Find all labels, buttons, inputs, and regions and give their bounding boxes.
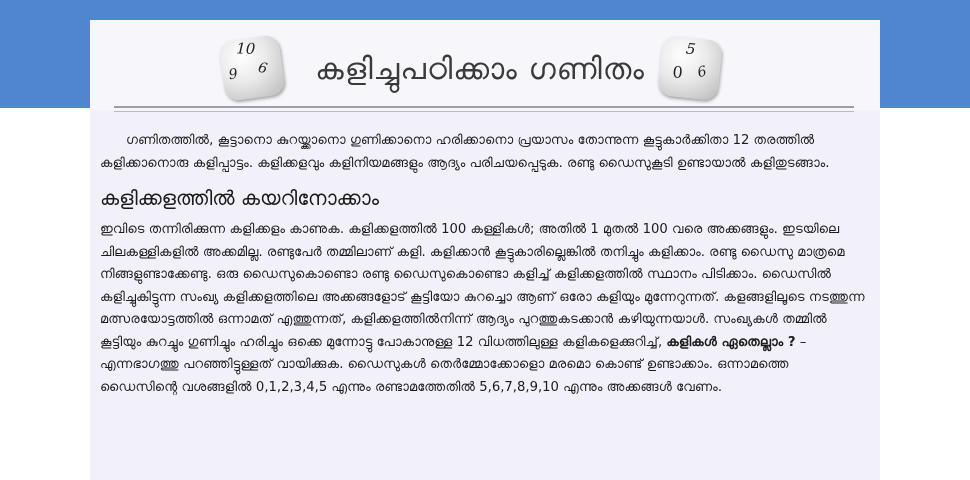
section-paragraph — [100, 219, 870, 399]
die-face-number: 9 — [227, 66, 239, 84]
page-title: കളിച്ചുപഠിക്കാം ഗണിതം — [315, 52, 645, 87]
section-bold-text: കളികൾ ഏതെല്ലാം ? — [666, 334, 796, 350]
die-face-number: 6 — [695, 63, 709, 82]
header-divider — [114, 106, 854, 108]
section-text: ഇവിടെ തന്നിരിക്കുന്ന കളിക്കളം കാണുക. കളിക്കളത്തിൽ 100 കള്ളികൾ; അതിൽ 1 മുതൽ 100 വരെ അക്കങ്ങളും. ഇടയിലെ ചിലകള്ളികളിൽ അക്കമില്ല. രണ്ടുപേർ തമ്മിലാണ് കളി. കളിക്കാൻ കൂട്ടുകാരില്ലെങ്കിൽ തനിച്ചും കളിക്കാം. രണ്ടു ഡൈസു മാത്രമെ നിങ്ങളുണ്ടാക്കേണ്ടു. ഒരു ഡൈസുകൊണ്ടൊ രണ്ടു ഡൈസുകൊണ്ടൊ കളിച്ച് കളിക്കളത്തിൽ സ്ഥാനം പിടിക്കാം. ഡൈസിൽ കളിച്ചുകിട്ടുന്ന സംഖ്യ കളിക്കളത്തിലെ അക്കങ്ങളോട് കൂട്ടിയോ കുറച്ചൊ ആണ് ഒരോ കളിയും മുന്നേറുന്നത്. കളങ്ങളിലൂടെ നടത്തുന്ന മത്സരയോട്ടത്തിൽ ഒന്നാമത് എത്തുന്നത്, കളിക്കളത്തിൽനിന്ന് ആദ്യം പുറത്തുകടക്കാൻ കഴിയുന്നയാൾ. സംഖ്യകൾ തമ്മിൽ കൂട്ടിയും കുറച്ചും ഗുണിച്ചും ഹരിച്ചും ഒക്കെ മുന്നോട്ടു പോകാനുള്ള 12 വിധത്തിലുള്ള കളികളെക്കുറിച്ച്, — [100, 222, 865, 350]
header-divider-secondary — [114, 111, 854, 112]
intro-paragraph: ഗണിതത്തിൽ, കൂട്ടാനൊ കുറയ്ക്കാനൊ ഗുണിക്കാനൊ ഹരിക്കാനൊ പ്രയാസം തോന്നുന്ന കൂട്ടുകാർക്കിതാ 12 തരത്തിൽ കളിക്കാനൊരു കളിപ്പാട്ടം. കളിക്കളവും കളിനിയമങ്ങളും ആദ്യം പരിചയപ്പെടുക. രണ്ടു ഡൈസുകൂടി ഉണ്ടായാൽ കളിതുടങ്ങാം. — [100, 133, 830, 171]
section-text-continued: – എന്നഭാഗത്തു പറഞ്ഞിട്ടുള്ളത് വായിക്കുക. ഡൈസുകൾ തെർമ്മോക്കോളൊ മരമൊ കൊണ്ട് ഉണ്ടാക്കാം. ഒന്നാമത്തെ ഡൈസിന്റെ വശങ്ങളിൽ 0,1,2,3,4,5 എന്നും രണ്ടാമത്തേതിൽ 5,6,7,8,9,10 എന്നും അക്കങ്ങൾ വേണം. — [100, 334, 807, 395]
dice-left-icon — [218, 34, 286, 102]
scanned-page — [90, 20, 880, 480]
section-heading: കളിക്കളത്തിൽ കയറിനോക്കാം — [100, 186, 379, 210]
page-header — [90, 20, 880, 110]
die-face-number: 6 — [256, 59, 269, 78]
die-face-number: 5 — [685, 39, 697, 59]
dice-right-icon — [657, 35, 723, 101]
page-content — [100, 130, 870, 399]
die-face-number: 0 — [671, 62, 684, 83]
die-face-number: 10 — [235, 39, 256, 59]
